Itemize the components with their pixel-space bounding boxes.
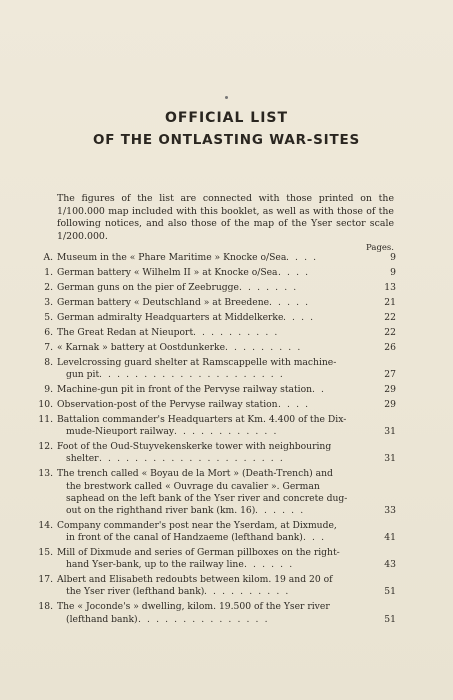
list-item-page-number: 33 (384, 504, 396, 516)
list-item-text: Museum in the « Phare Maritime » Knocke o/Sea (57, 252, 287, 263)
list-item-row (36, 481, 396, 493)
list-item-row (36, 357, 396, 369)
list-item-text: German battery « Deutschland » at Breedene (57, 296, 270, 308)
leader-dots: . . . . . . . . . (225, 341, 302, 353)
list-item-text: saphead on the left bank of the Yser river and concrete dug- (66, 492, 348, 504)
list-item-number: 18. (38, 601, 53, 613)
leader-dots: . . . . . . . . . . . . (174, 426, 278, 438)
pages-column-label: Pages. (366, 243, 394, 253)
intro-line: 1/100.000 map included with this booklet, as well as with those of the (57, 205, 394, 217)
list-item-number: 2. (44, 281, 53, 293)
list-item-text: Machine-gun pit in front of the Pervyse railway station (57, 384, 313, 396)
leader-dots: . . . . . . (244, 559, 294, 571)
leader-dots: . . (312, 384, 326, 396)
list-item-page-number: 22 (384, 326, 396, 338)
list-item-page-number: 51 (384, 586, 396, 598)
list-item-row (36, 426, 396, 438)
list-item-number: 12. (38, 441, 53, 453)
leader-dots: . . . . (278, 266, 310, 278)
list-item (36, 342, 396, 354)
list-item (36, 574, 396, 598)
list-item-number: 14. (38, 519, 53, 531)
leader-dots: . . . . . . . . . . . . . . . (138, 613, 270, 625)
list-item-number: 5. (44, 311, 53, 323)
list-item-text: The trench called « Boyau de la Mort » (Death-Trench) and (57, 468, 333, 480)
list-item-number: 10. (38, 399, 53, 411)
list-item-page-number: 31 (384, 453, 396, 465)
list-item-page-number: 13 (384, 281, 396, 293)
list-item-page-number: 43 (384, 559, 396, 571)
list-item-row (36, 342, 396, 354)
list-item-text: mude-Nieuport railway (66, 426, 175, 438)
intro-line: 1/200.000. (57, 230, 108, 242)
leader-dots: . . . (303, 532, 326, 544)
list-item (36, 414, 396, 438)
list-item-row (36, 297, 396, 309)
leader-dots: . . . . (286, 252, 318, 263)
list-item-text: German battery « Wilhelm II » at Knocke o/Sea (57, 266, 278, 278)
list-item-row (36, 327, 396, 339)
list-item-number: A. (43, 252, 53, 263)
list-item (36, 312, 396, 324)
leader-dots: . . . . . . . . . . (193, 326, 279, 338)
list-item-page-number: 22 (384, 311, 396, 323)
list-item (36, 399, 396, 411)
war-sites-list (36, 252, 396, 629)
list-item (36, 547, 396, 571)
list-item-row (36, 601, 396, 613)
list-item-text: (lefthand bank) (66, 613, 138, 625)
intro-line: following notices, and also those of the map of the Yser sector scale (57, 218, 394, 229)
list-item-row (36, 399, 396, 411)
list-item-text: hand Yser-bank, up to the railway line (66, 559, 244, 571)
list-item-page-number: 41 (384, 532, 396, 544)
list-item-text: « Karnak » battery at Oostdunkerke (57, 341, 226, 353)
list-item-number: 6. (44, 326, 53, 338)
list-item (36, 441, 396, 465)
list-item-text: shelter (66, 453, 99, 465)
list-item (36, 282, 396, 294)
list-item-row (36, 369, 396, 381)
list-item-page-number: 51 (384, 613, 396, 625)
list-item-text: gun pit (66, 369, 100, 381)
list-item (36, 297, 396, 309)
list-item-text: out on the righthand river bank (km. 16) (66, 504, 256, 516)
page-title: OFFICIAL LIST (164, 110, 289, 126)
list-item-text: Observation-post of the Pervyse railway station (57, 399, 278, 411)
list-item (36, 252, 396, 264)
list-item-text: Mill of Dixmude and series of German pillboxes on the right- (57, 547, 340, 559)
leader-dots: . . . . . . . . . . . . . . . . . . . . . (99, 453, 285, 465)
list-item-page-number: 26 (384, 341, 396, 353)
list-item-row (36, 267, 396, 279)
list-item-row (36, 468, 396, 480)
list-item-page-number: 9 (390, 266, 396, 278)
list-item-row (36, 414, 396, 426)
list-item-text: The Great Redan at Nieuport (57, 326, 194, 338)
list-item-text: Foot of the Oud-Stuyvekenskerke tower with neighbouring (57, 441, 332, 453)
leader-dots: . . . . . . . . . . . . . . . . . . . . . (99, 369, 285, 381)
list-item (36, 520, 396, 544)
list-item-row (36, 574, 396, 586)
list-item-text: the brestwork called « Ouvrage du cavalier ». German (66, 480, 320, 492)
list-item-page-number: 31 (384, 426, 396, 438)
leader-dots: . . . . . . . . . . (204, 586, 290, 598)
list-item-row (36, 547, 396, 559)
list-item-row (36, 493, 396, 505)
list-item-page-number: 21 (384, 296, 396, 308)
list-item-text: German admiralty Headquarters at Middelkerke (57, 311, 284, 323)
list-item-row (36, 614, 396, 626)
decorative-dot (225, 96, 228, 99)
list-item-row (36, 282, 396, 294)
list-item-text: Levelcrossing guard shelter at Ramscappelle with machine- (57, 356, 337, 368)
list-item-row (36, 559, 396, 571)
leader-dots: . . . . . . (255, 504, 305, 516)
leader-dots: . . . . (283, 311, 315, 323)
list-item-number: 13. (38, 468, 53, 480)
list-item-number: 3. (44, 296, 53, 308)
intro-paragraph (57, 193, 394, 243)
list-item-row (36, 312, 396, 324)
list-item (36, 327, 396, 339)
list-item-page-number: 9 (390, 252, 396, 263)
list-item-number: 11. (38, 414, 53, 426)
list-item-row (36, 453, 396, 465)
list-item-number: 8. (44, 356, 53, 368)
list-item-text: Albert and Elisabeth redoubts between kilom. 19 and 20 of (57, 574, 333, 586)
list-item-row (36, 441, 396, 453)
list-item-number: 15. (38, 547, 53, 559)
list-item (36, 601, 396, 625)
list-item-row (36, 252, 396, 264)
page-subtitle: OF THE ONTLASTING WAR-SITES (92, 132, 361, 148)
list-item-number: 9. (44, 384, 53, 396)
leader-dots: . . . . (278, 399, 310, 411)
list-item-row (36, 532, 396, 544)
list-item-text: Company commander's post near the Yserdam, at Dixmude, (57, 519, 337, 531)
list-item-page-number: 27 (384, 369, 396, 381)
list-item-text: German guns on the pier of Zeebrugge (57, 281, 239, 293)
list-item-page-number: 29 (384, 384, 396, 396)
list-item (36, 468, 396, 517)
list-item-row (36, 384, 396, 396)
list-item (36, 384, 396, 396)
list-item-text: The « Joconde's » dwelling, kilom. 19.500 of the Yser river (57, 601, 330, 613)
list-item-row (36, 520, 396, 532)
list-item (36, 267, 396, 279)
list-item-row (36, 505, 396, 517)
leader-dots: . . . . . . . (239, 281, 298, 293)
list-item-page-number: 29 (384, 399, 396, 411)
list-item-number: 7. (44, 341, 53, 353)
list-item-text: Battalion commander's Headquarters at Km. 4.400 of the Dix- (57, 414, 347, 426)
leader-dots: . . . . . (269, 296, 310, 308)
list-item-text: in front of the canal of Handzaeme (lefthand bank) (66, 532, 303, 544)
list-item-text: the Yser river (lefthand bank) (66, 586, 205, 598)
list-item-row (36, 586, 396, 598)
list-item-number: 1. (44, 266, 53, 278)
list-item-number: 17. (38, 574, 53, 586)
intro-line: The figures of the list are connected with those printed on the (57, 193, 394, 204)
list-item (36, 357, 396, 381)
